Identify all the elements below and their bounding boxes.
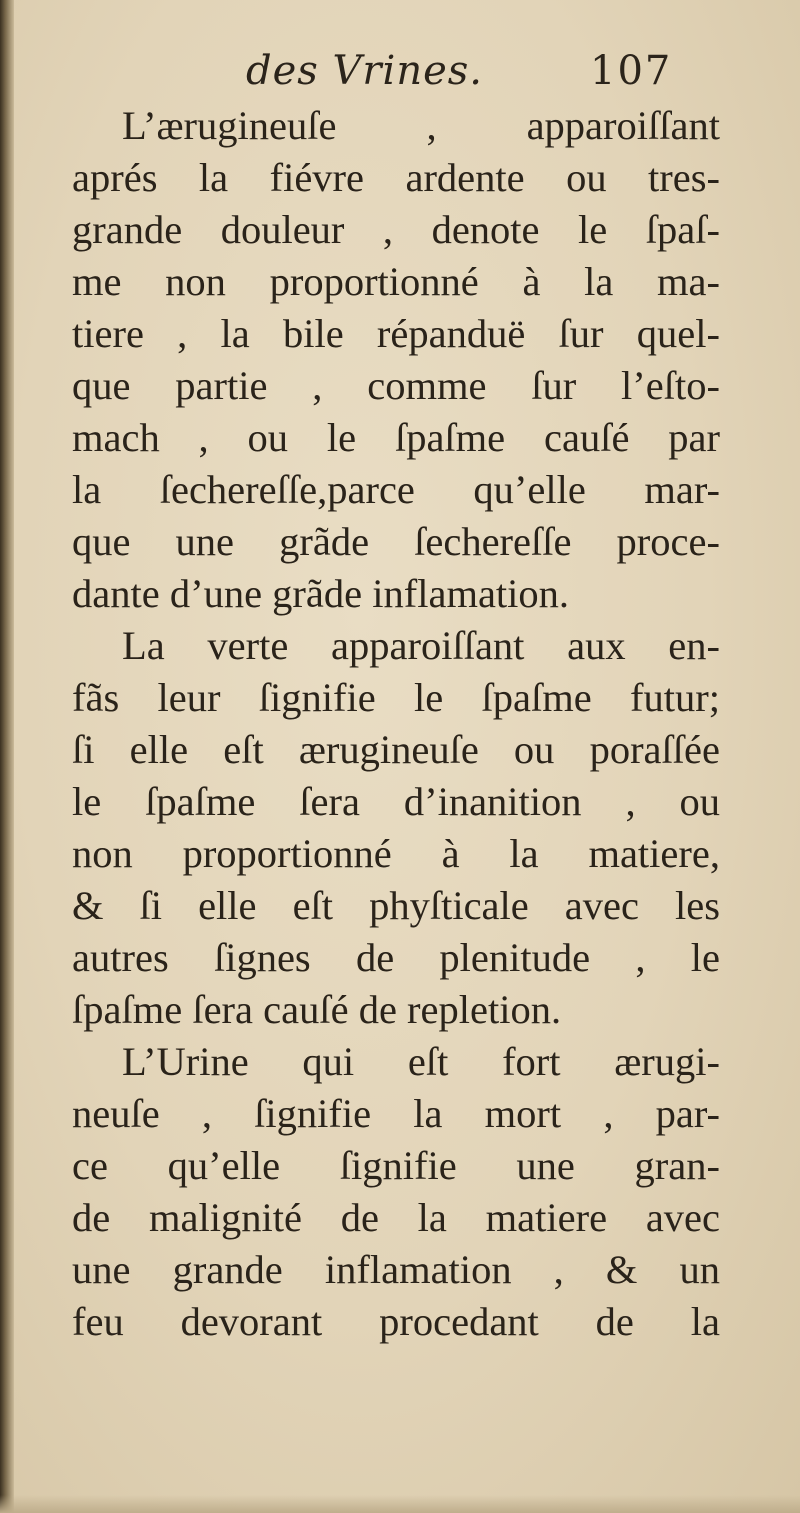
- text-line: La verte apparoiſſant aux en-: [122, 623, 720, 668]
- page-number: 107: [590, 48, 673, 94]
- text-line: la ſechereſſe,parce qu’elle mar-: [72, 467, 720, 512]
- text-line: de malignité de la matiere avec: [72, 1195, 720, 1240]
- text-line: tiere , la bile répanduë ſur quel-: [72, 311, 720, 356]
- text-line: ſpaſme ſera cauſé de repletion.: [72, 987, 562, 1032]
- page-binding-edge: [0, 0, 14, 1513]
- text-line: non proportionné à la matiere,: [72, 831, 720, 876]
- paragraph-2: [72, 620, 720, 1036]
- text-line: L’ærugineuſe , apparoiſſant: [122, 103, 720, 148]
- text-line: que une grãde ſechereſſe proce-: [72, 519, 720, 564]
- text-line: autres ſignes de plenitude , le: [72, 935, 720, 980]
- text-line: que partie , comme ſur l’eſto-: [72, 363, 720, 408]
- text-line: mach , ou le ſpaſme cauſé par: [72, 415, 720, 460]
- text-line: ſi elle eſt ærugineuſe ou poraſſée: [72, 727, 720, 772]
- running-head: [0, 48, 800, 108]
- text-line: me non proportionné à la ma-: [72, 259, 720, 304]
- text-line: fãs leur ſignifie le ſpaſme futur;: [72, 675, 720, 720]
- text-line: le ſpaſme ſera d’inanition , ou: [72, 779, 720, 824]
- paragraph-1: [72, 100, 720, 620]
- text-line: neuſe , ſignifie la mort , par-: [72, 1091, 720, 1136]
- text-line: L’Urine qui eſt fort ærugi-: [122, 1039, 720, 1084]
- paragraph-3: [72, 1036, 720, 1348]
- text-line: & ſi elle eſt phyſticale avec les: [72, 883, 720, 928]
- text-line: feu devorant procedant de la: [72, 1299, 720, 1344]
- text-line: dante d’une grãde inflamation.: [72, 571, 570, 616]
- running-head-title: des Vrines.: [246, 48, 483, 94]
- text-line: grande douleur , denote le ſpaſ-: [72, 207, 720, 252]
- text-line: une grande inflamation , & un: [72, 1247, 720, 1292]
- page-bottom-shade: [0, 1495, 800, 1513]
- text-line: ce qu’elle ſignifie une gran-: [72, 1143, 720, 1188]
- body-text: [72, 100, 720, 1348]
- text-line: aprés la fiévre ardente ou tres-: [72, 155, 720, 200]
